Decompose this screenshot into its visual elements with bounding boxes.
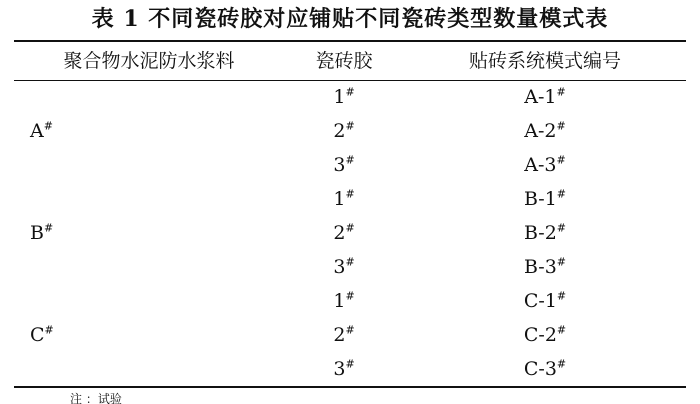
system-code-cell: B-3# — [523, 255, 567, 278]
header-adhesive: 瓷砖胶 — [315, 50, 373, 72]
adhesive-cell: 1# — [333, 85, 355, 108]
system-code-cell: A-1# — [524, 85, 566, 108]
table-footnote: 注 ：试验 — [70, 392, 122, 404]
group-label-a: A# — [30, 119, 53, 142]
group-label-c: C# — [30, 323, 54, 346]
adhesive-cell: 1# — [333, 187, 355, 210]
adhesive-cell: 1# — [333, 289, 355, 312]
adhesive-cell: 2# — [333, 323, 355, 346]
adhesive-cell: 2# — [333, 221, 355, 244]
table-caption: 表 1 不同瓷砖胶对应铺贴不同瓷砖类型数量模式表 — [91, 6, 609, 32]
system-code-cell: C-1# — [523, 289, 567, 312]
adhesive-cell: 3# — [333, 357, 355, 380]
system-code-cell: A-2# — [524, 119, 566, 142]
header-system-code: 贴砖系统模式编号 — [468, 50, 621, 72]
table-top-rule — [14, 40, 686, 42]
system-code-cell: B-2# — [523, 221, 567, 244]
system-code-cell: A-3# — [524, 153, 566, 176]
adhesive-cell: 3# — [333, 255, 355, 278]
system-code-cell: C-3# — [523, 357, 567, 380]
system-code-cell: B-1# — [523, 187, 567, 210]
adhesive-cell: 2# — [333, 119, 355, 142]
group-label-b: B# — [30, 221, 54, 244]
header-slurry: 聚合物水泥防水浆料 — [63, 50, 235, 72]
table-bottom-rule — [14, 386, 686, 388]
adhesive-cell: 3# — [333, 153, 355, 176]
system-code-cell: C-2# — [523, 323, 567, 346]
